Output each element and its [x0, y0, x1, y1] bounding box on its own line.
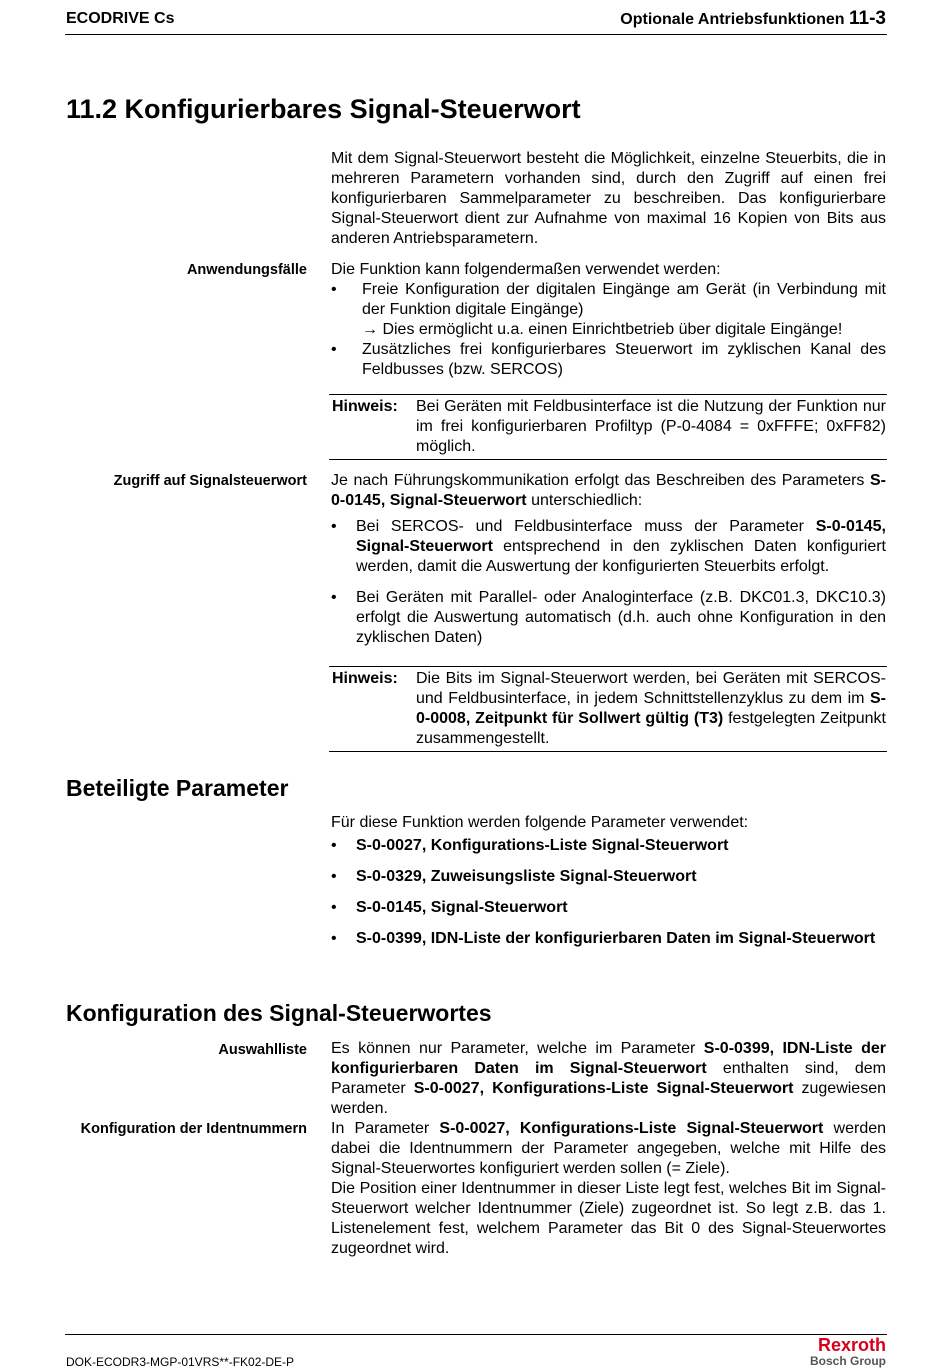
list-item: • Bei SERCOS- und Feldbusinterface muss der Parameter S-0-0145, Signal-Steuerwort entsprechend in den zyklischen Daten konfiguriert werden, damit die Auswertung der konfigurierten Steuerbits erfolgt. [331, 517, 886, 577]
header-right [620, 8, 886, 30]
parameter-item: • S-0-0399, IDN-Liste der konfigurierbaren Daten im Signal-Steuerwort [331, 929, 886, 949]
header-chapter-title: Optionale Antriebsfunktionen [620, 11, 845, 28]
brand-subtitle: Bosch Group [809, 1354, 886, 1368]
parameter-item: • S-0-0329, Zuweisungsliste Signal-Steuerwort [331, 867, 886, 887]
list-item: • Bei Geräten mit Parallel- oder Analoginterface (z.B. DKC01.3, DKC10.3) erfolgt die Auswertung automatisch (d.h. auch ohne Konfiguration in den zyklischen Daten) [331, 588, 886, 648]
identnummern-paragraph-1: In Parameter S-0-0027, Konfigurations-Liste Signal-Steuerwort werden dabei die Identnummern der Parameter angegeben, welche mit Hilfe des Signal-Steuerwortes konfiguriert werden sollen (= Ziele). [331, 1120, 887, 1177]
note-box-2 [329, 666, 887, 752]
list-item: • Freie Konfiguration der digitalen Eingänge am Gerät (in Verbindung mit der Funktion digitale Eingänge) → Dies ermöglicht u.a. einen Einrichtbetrieb über digitale Eingänge! [331, 280, 886, 340]
subsection-title-konfiguration: Konfiguration des Signal-Steuerwortes [66, 1000, 492, 1026]
brand-logo [810, 1336, 886, 1368]
anwendung-lead: Die Funktion kann folgendermaßen verwendet werden: [331, 261, 721, 278]
note-text: Die Bits im Signal-Steuerwort werden, bei Geräten mit SERCOS- und Feldbusinterface, in jedem Schnittstellenzyklus zu dem im S-0-0008, Zeitpunkt für Sollwert gültig (T3) festgelegten Zeitpunkt zusammengestellt. [416, 670, 886, 747]
note-label: Hinweis: [332, 398, 398, 415]
header-left: ECODRIVE Cs [66, 10, 175, 27]
section-title: 11.2 Konfigurierbares Signal-Steuerwort [66, 94, 581, 124]
footer-doc-id: DOK-ECODR3-MGP-01VRS**-FK02-DE-P [66, 1355, 295, 1369]
side-label-zugriff: Zugriff auf Signalsteuerwort [113, 473, 307, 489]
parameter-block [331, 813, 886, 949]
intro-paragraph: Mit dem Signal-Steuerwort besteht die Möglichkeit, einzelne Steuerbits, die in mehreren Parametern vorhanden sind, durch den Zugriff auf einen frei konfigurierbaren Sammelparameter zu beschreiben. Das konfigurierbare Signal-Steuerwort dient zur Aufnahme von maximal 16 Kopien von Bits aus anderen Antriebsparametern. [331, 150, 886, 247]
footer-rule [65, 1334, 887, 1335]
zugriff-block [331, 471, 886, 648]
zugriff-lead: Je nach Führungskommunikation erfolgt das Beschreiben des Parameters S-0-0145, Signal-Steuerwort unterschiedlich: [331, 472, 886, 509]
side-label-auswahlliste: Auswahlliste [218, 1042, 307, 1058]
parameter-item: • S-0-0145, Signal-Steuerwort [331, 898, 886, 918]
parameter-lead: Für diese Funktion werden folgende Parameter verwendet: [331, 814, 749, 831]
brand-name: Rexroth [817, 1335, 886, 1355]
header-rule [65, 34, 887, 35]
identnummern-paragraph-2: Die Position einer Identnummer in dieser Liste legt fest, welches Bit im Signal-Steuerwort welcher Identnummer (Ziele) zugeordnet ist. So legt z.B. das 1. Listenelement fest, welchem Parameter das Bit 0 des Signal-Steuerwortes zugeordnet wird. [331, 1180, 886, 1257]
auswahlliste-paragraph: Es können nur Parameter, welche im Parameter S-0-0399, IDN-Liste der konfigurierbaren Daten im Signal-Steuerwort enthalten sind, dem Parameter S-0-0027, Konfigurations-Liste Signal-Steuerwort zugewiesen werden. [331, 1040, 887, 1117]
note-text: Bei Geräten mit Feldbusinterface ist die Nutzung der Funktion nur im frei konfigurierbaren Profiltyp (P-0-4084 = 0xFFFE; 0xFF82) möglich. [416, 398, 886, 455]
note-label: Hinweis: [332, 670, 398, 687]
list-item: • Zusätzliches frei konfigurierbares Steuerwort im zyklischen Kanal des Feldbusses (bzw. SERCOS) [331, 340, 886, 380]
arrow-note: → Dies ermöglicht u.a. einen Einrichtbetrieb über digitale Eingänge! [362, 321, 843, 338]
anwendung-block [331, 260, 886, 380]
page-number: 11-3 [849, 8, 886, 29]
identnummern-block [331, 1119, 886, 1259]
subsection-title-parameter: Beteiligte Parameter [66, 775, 289, 801]
side-label-identnummern: Konfiguration der Identnummern [80, 1121, 307, 1137]
note-box-1 [329, 394, 887, 460]
side-label-anwendung: Anwendungsfälle [186, 262, 307, 278]
parameter-item: • S-0-0027, Konfigurations-Liste Signal-Steuerwort [331, 836, 886, 856]
